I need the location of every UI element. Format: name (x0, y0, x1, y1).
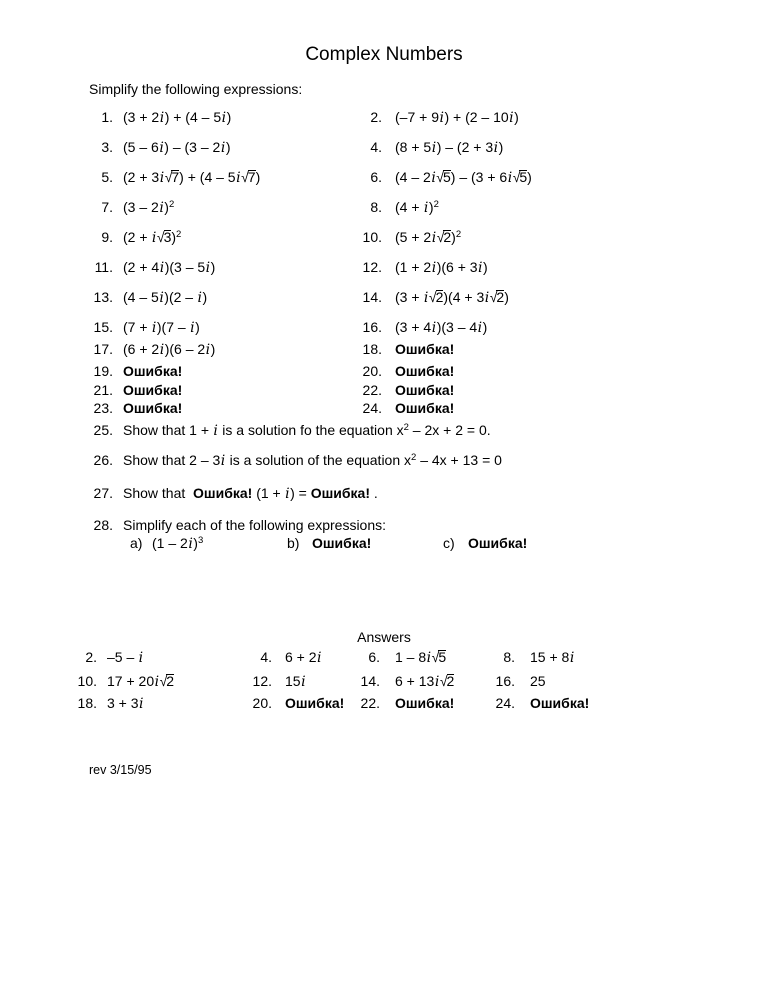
problem-item (80, 381, 182, 399)
problem-expression (382, 399, 454, 417)
problem-expression (382, 340, 454, 358)
error-field-text: Ошибка! (285, 695, 345, 711)
problem-item (80, 318, 200, 337)
answer-item (478, 648, 575, 667)
problem-part (443, 534, 527, 552)
problem-number: 14. (362, 289, 382, 305)
answer-number: 8. (503, 649, 515, 665)
problem-expression: $(5 + 2i√2)^2$ (395, 229, 462, 246)
problem-item (80, 399, 182, 417)
answer-item (235, 672, 306, 691)
answer-expression: 3 + 3i (107, 695, 144, 712)
imaginary-unit: i (159, 170, 165, 186)
answer-expression: 6 + 2i (285, 649, 322, 666)
radicand: 3 (163, 229, 171, 245)
answer-item (478, 672, 546, 690)
problem-number: 27. (93, 485, 113, 501)
answers-heading: Answers (357, 629, 411, 645)
problem-number: 1. (101, 109, 113, 125)
problem-item (349, 228, 461, 247)
problem-number: 13. (93, 289, 113, 305)
imaginary-unit: i (159, 110, 165, 126)
imaginary-unit: i (426, 650, 432, 666)
problem-item (349, 381, 454, 399)
problem-item (349, 340, 454, 358)
problem-expression: (1 + 2i)(6 + 3i) (395, 259, 488, 276)
problem-item (349, 138, 503, 157)
problem-expression: Show that 2 – 3i is a solution of the equation $x^2 - 4x + 13 = 0$ (123, 452, 502, 469)
problem-number: 12. (362, 259, 382, 275)
imaginary-unit: i (205, 260, 211, 276)
imaginary-unit: i (154, 674, 160, 690)
part-label: a) (130, 535, 143, 551)
problem-number: 11. (94, 259, 113, 275)
answer-number: 12. (252, 673, 272, 689)
problem-item (0, 516, 768, 534)
problem-number: 15. (93, 319, 113, 335)
answer-item (343, 672, 454, 691)
problem-number: 28. (93, 517, 113, 533)
problem-number: 7. (101, 199, 113, 215)
problem-item (0, 484, 768, 503)
imaginary-unit: i (220, 453, 226, 469)
problem-number: 4. (370, 139, 382, 155)
problem-number: 18. (362, 341, 382, 357)
problem-number: 22. (362, 382, 382, 398)
problem-expression: Show that 1 + i is a solution fo the equation $x^2 - 2x + 2 = 0$. (123, 422, 491, 439)
problem-expression: (4 – 5i)(2 – i) (123, 289, 208, 306)
page-title: Complex Numbers (305, 44, 463, 65)
problem-expression: (3 – 2i)$^2$ (123, 199, 175, 216)
imaginary-unit: i (197, 290, 202, 306)
problem-item (349, 318, 487, 337)
footer-revision: rev 3/15/95 (89, 763, 152, 777)
error-field-text: Ошибка! (395, 382, 455, 398)
error-field-text: Ошибка! (123, 382, 183, 398)
exponent: 2 (455, 229, 462, 240)
answer-expression (380, 694, 454, 712)
radical-sign: √2 (159, 673, 174, 689)
answer-expression (515, 694, 589, 712)
exponent: 2 (403, 422, 409, 433)
answer-expression: –5 – i (107, 649, 144, 666)
problem-item (80, 258, 215, 277)
answer-expression: 25 (530, 673, 546, 689)
error-field-text: Ошибка! (310, 485, 371, 501)
radical-sign: √5 (436, 169, 450, 185)
imaginary-unit: i (439, 110, 444, 126)
imaginary-unit: i (159, 260, 165, 276)
problem-number: 20. (362, 363, 382, 379)
problem-number: 8. (370, 199, 382, 215)
answer-item (343, 648, 446, 667)
error-field-text: Ошибка! (395, 400, 455, 416)
imaginary-unit: i (151, 230, 157, 246)
answer-number: 14. (360, 673, 380, 689)
radical-sign: √2 (439, 673, 454, 689)
answer-number: 20. (252, 695, 272, 711)
answer-expression: 17 + 20i√2 (107, 673, 174, 690)
error-field-text: Ошибка! (395, 695, 455, 711)
imaginary-unit: i (236, 170, 241, 186)
error-field-text: Ошибка! (395, 363, 455, 379)
problem-expression: (2 + 3i√7) + (4 – 5i√7) (123, 169, 261, 186)
problem-number: 21. (93, 382, 113, 398)
problem-expression: (7 + i)(7 – i) (123, 319, 200, 336)
radicand: 5 (438, 649, 446, 665)
imaginary-unit: i (188, 536, 193, 552)
problem-expression: (3 + i√2)(4 + 3i√2) (395, 289, 509, 306)
answer-expression: 15i (285, 673, 306, 690)
imaginary-unit: i (478, 260, 483, 276)
error-field-text: Ошибка! (530, 695, 590, 711)
problem-item (349, 399, 454, 417)
exponent: 2 (433, 199, 439, 210)
problem-expression: $(2 + i√3)^2$ (123, 229, 182, 246)
error-field-text: Ошибка! (312, 535, 372, 551)
problem-item (80, 288, 207, 307)
problem-expression: (3 + 2i) + (4 – 5i) (123, 109, 232, 126)
radical-sign: √2 (428, 289, 443, 305)
problem-expression (468, 534, 527, 552)
imaginary-unit: i (507, 170, 513, 186)
imaginary-unit: i (213, 423, 218, 439)
radicand: 5 (519, 169, 527, 185)
exponent: 2 (411, 452, 417, 463)
problem-number: 10. (362, 229, 382, 245)
problem-number: 5. (101, 169, 113, 185)
problem-expression (382, 362, 454, 380)
problem-expression (113, 362, 182, 380)
problem-item (80, 340, 215, 359)
problem-item (80, 168, 260, 187)
imaginary-unit: i (159, 200, 164, 216)
answer-number: 24. (495, 695, 515, 711)
problem-item (0, 421, 768, 440)
answer-expression: 15 + 8i (530, 649, 575, 666)
problem-number: 9. (101, 229, 113, 245)
radicand: 2 (166, 673, 174, 689)
imaginary-unit: i (138, 650, 144, 666)
exponent: 3 (197, 535, 204, 546)
answer-expression: 1 – 8i√5 (395, 649, 446, 666)
problem-expression: Simplify each of the following expressions: (123, 517, 387, 533)
imaginary-unit: i (493, 140, 499, 156)
problem-expression (312, 534, 371, 552)
radicand: 2 (443, 229, 451, 245)
problem-expression: (1 – 2i)$^3$ (152, 535, 204, 552)
imaginary-unit: i (431, 170, 436, 186)
problem-expression: (2 + 4i)(3 – 5i) (123, 259, 216, 276)
radicand: 2 (435, 289, 443, 305)
imaginary-unit: i (221, 110, 227, 126)
imaginary-unit: i (159, 342, 165, 358)
problem-item (80, 362, 182, 380)
imaginary-unit: i (423, 290, 429, 306)
problem-item (80, 228, 181, 247)
imaginary-unit: i (431, 260, 437, 276)
answer-number: 16. (495, 673, 515, 689)
imaginary-unit: i (477, 320, 483, 336)
answer-item (235, 648, 322, 667)
imaginary-unit: i (159, 140, 164, 156)
imaginary-unit: i (159, 290, 164, 306)
imaginary-unit: i (301, 674, 306, 690)
problem-number: 19. (93, 363, 113, 379)
imaginary-unit: i (139, 696, 144, 712)
radical-sign: √3 (156, 229, 171, 245)
problem-item (349, 168, 532, 187)
imaginary-unit: i (317, 650, 322, 666)
imaginary-unit: i (205, 342, 211, 358)
imaginary-unit: i (434, 674, 440, 690)
problem-expression: Show that Ошибка! (1 + i) = Ошибка! . (123, 485, 378, 502)
problem-item (349, 258, 488, 277)
problem-number: 2. (370, 109, 382, 125)
answer-expression: 6 + 13i√2 (395, 673, 454, 690)
problem-expression: (3 + 4i)(3 – 4i) (395, 319, 488, 336)
problem-item (349, 198, 439, 217)
answer-item (235, 694, 344, 712)
answer-item (60, 694, 144, 713)
problem-number: 3. (101, 139, 113, 155)
radical-sign: √5 (431, 649, 446, 665)
radical-sign: √7 (241, 169, 255, 185)
problem-number: 17. (93, 341, 113, 357)
answer-item (60, 648, 144, 667)
problem-number: 6. (370, 169, 382, 185)
problem-part (287, 534, 371, 552)
problem-expression: (6 + 2i)(6 – 2i) (123, 341, 216, 358)
error-field-text: Ошибка! (123, 400, 183, 416)
problem-expression (382, 381, 454, 399)
problem-item (80, 198, 174, 217)
problem-expression: (5 – 6i) – (3 – 2i) (123, 139, 231, 156)
instructions-text: Simplify the following expressions: (89, 81, 303, 97)
radical-sign: √2 (436, 229, 451, 245)
problem-item (349, 108, 519, 127)
radical-sign: √5 (512, 169, 527, 185)
imaginary-unit: i (569, 650, 575, 666)
radicand: 2 (446, 673, 454, 689)
problem-number: 25. (93, 422, 113, 438)
answer-item (60, 672, 174, 691)
imaginary-unit: i (220, 140, 226, 156)
imaginary-unit: i (190, 320, 195, 336)
answer-number: 18. (77, 695, 97, 711)
problem-number: 23. (93, 400, 113, 416)
answer-number: 4. (260, 649, 272, 665)
imaginary-unit: i (509, 110, 514, 126)
answer-number: 22. (360, 695, 380, 711)
problem-part (130, 534, 203, 553)
problem-number: 26. (93, 452, 113, 468)
problem-expression: $(4 + i)^2$ (395, 199, 439, 216)
problem-number: 16. (362, 319, 382, 335)
imaginary-unit: i (423, 200, 429, 216)
imaginary-unit: i (285, 486, 290, 502)
imaginary-unit: i (431, 230, 437, 246)
problem-item (349, 362, 454, 380)
answer-item (478, 694, 589, 712)
problem-expression: (4 – 2i√5) – (3 + 6i√5) (395, 169, 532, 186)
imaginary-unit: i (151, 320, 157, 336)
imaginary-unit: i (431, 320, 437, 336)
exponent: 2 (176, 229, 182, 240)
problem-number: 24. (362, 400, 382, 416)
problem-item (80, 138, 230, 157)
problem-item (349, 288, 509, 307)
problem-item (0, 451, 768, 470)
problem-expression (113, 399, 182, 417)
exponent: 2 (168, 199, 175, 210)
radicand: 7 (171, 169, 179, 185)
error-field-text: Ошибка! (123, 363, 183, 379)
radicand: 5 (442, 169, 450, 185)
error-field-text: Ошибка! (468, 535, 528, 551)
part-label: c) (443, 535, 455, 551)
part-label: b) (287, 535, 300, 551)
answer-number: 2. (85, 649, 97, 665)
answer-expression (272, 694, 344, 712)
problem-expression (113, 381, 182, 399)
answer-number: 10. (77, 673, 97, 689)
answer-item (343, 694, 454, 712)
radical-sign: √7 (164, 169, 179, 185)
radicand: 2 (496, 289, 504, 305)
imaginary-unit: i (431, 140, 437, 156)
problem-expression: (8 + 5i) – (2 + 3i) (395, 139, 504, 156)
radical-sign: √2 (489, 289, 504, 305)
radicand: 7 (247, 169, 255, 185)
answer-number: 6. (368, 649, 380, 665)
error-field-text: Ошибка! (395, 341, 455, 357)
problem-item (80, 108, 231, 127)
imaginary-unit: i (484, 290, 490, 306)
error-field-text: Ошибка! (193, 485, 253, 501)
problem-expression: (–7 + 9i) + (2 – 10i) (395, 109, 519, 126)
